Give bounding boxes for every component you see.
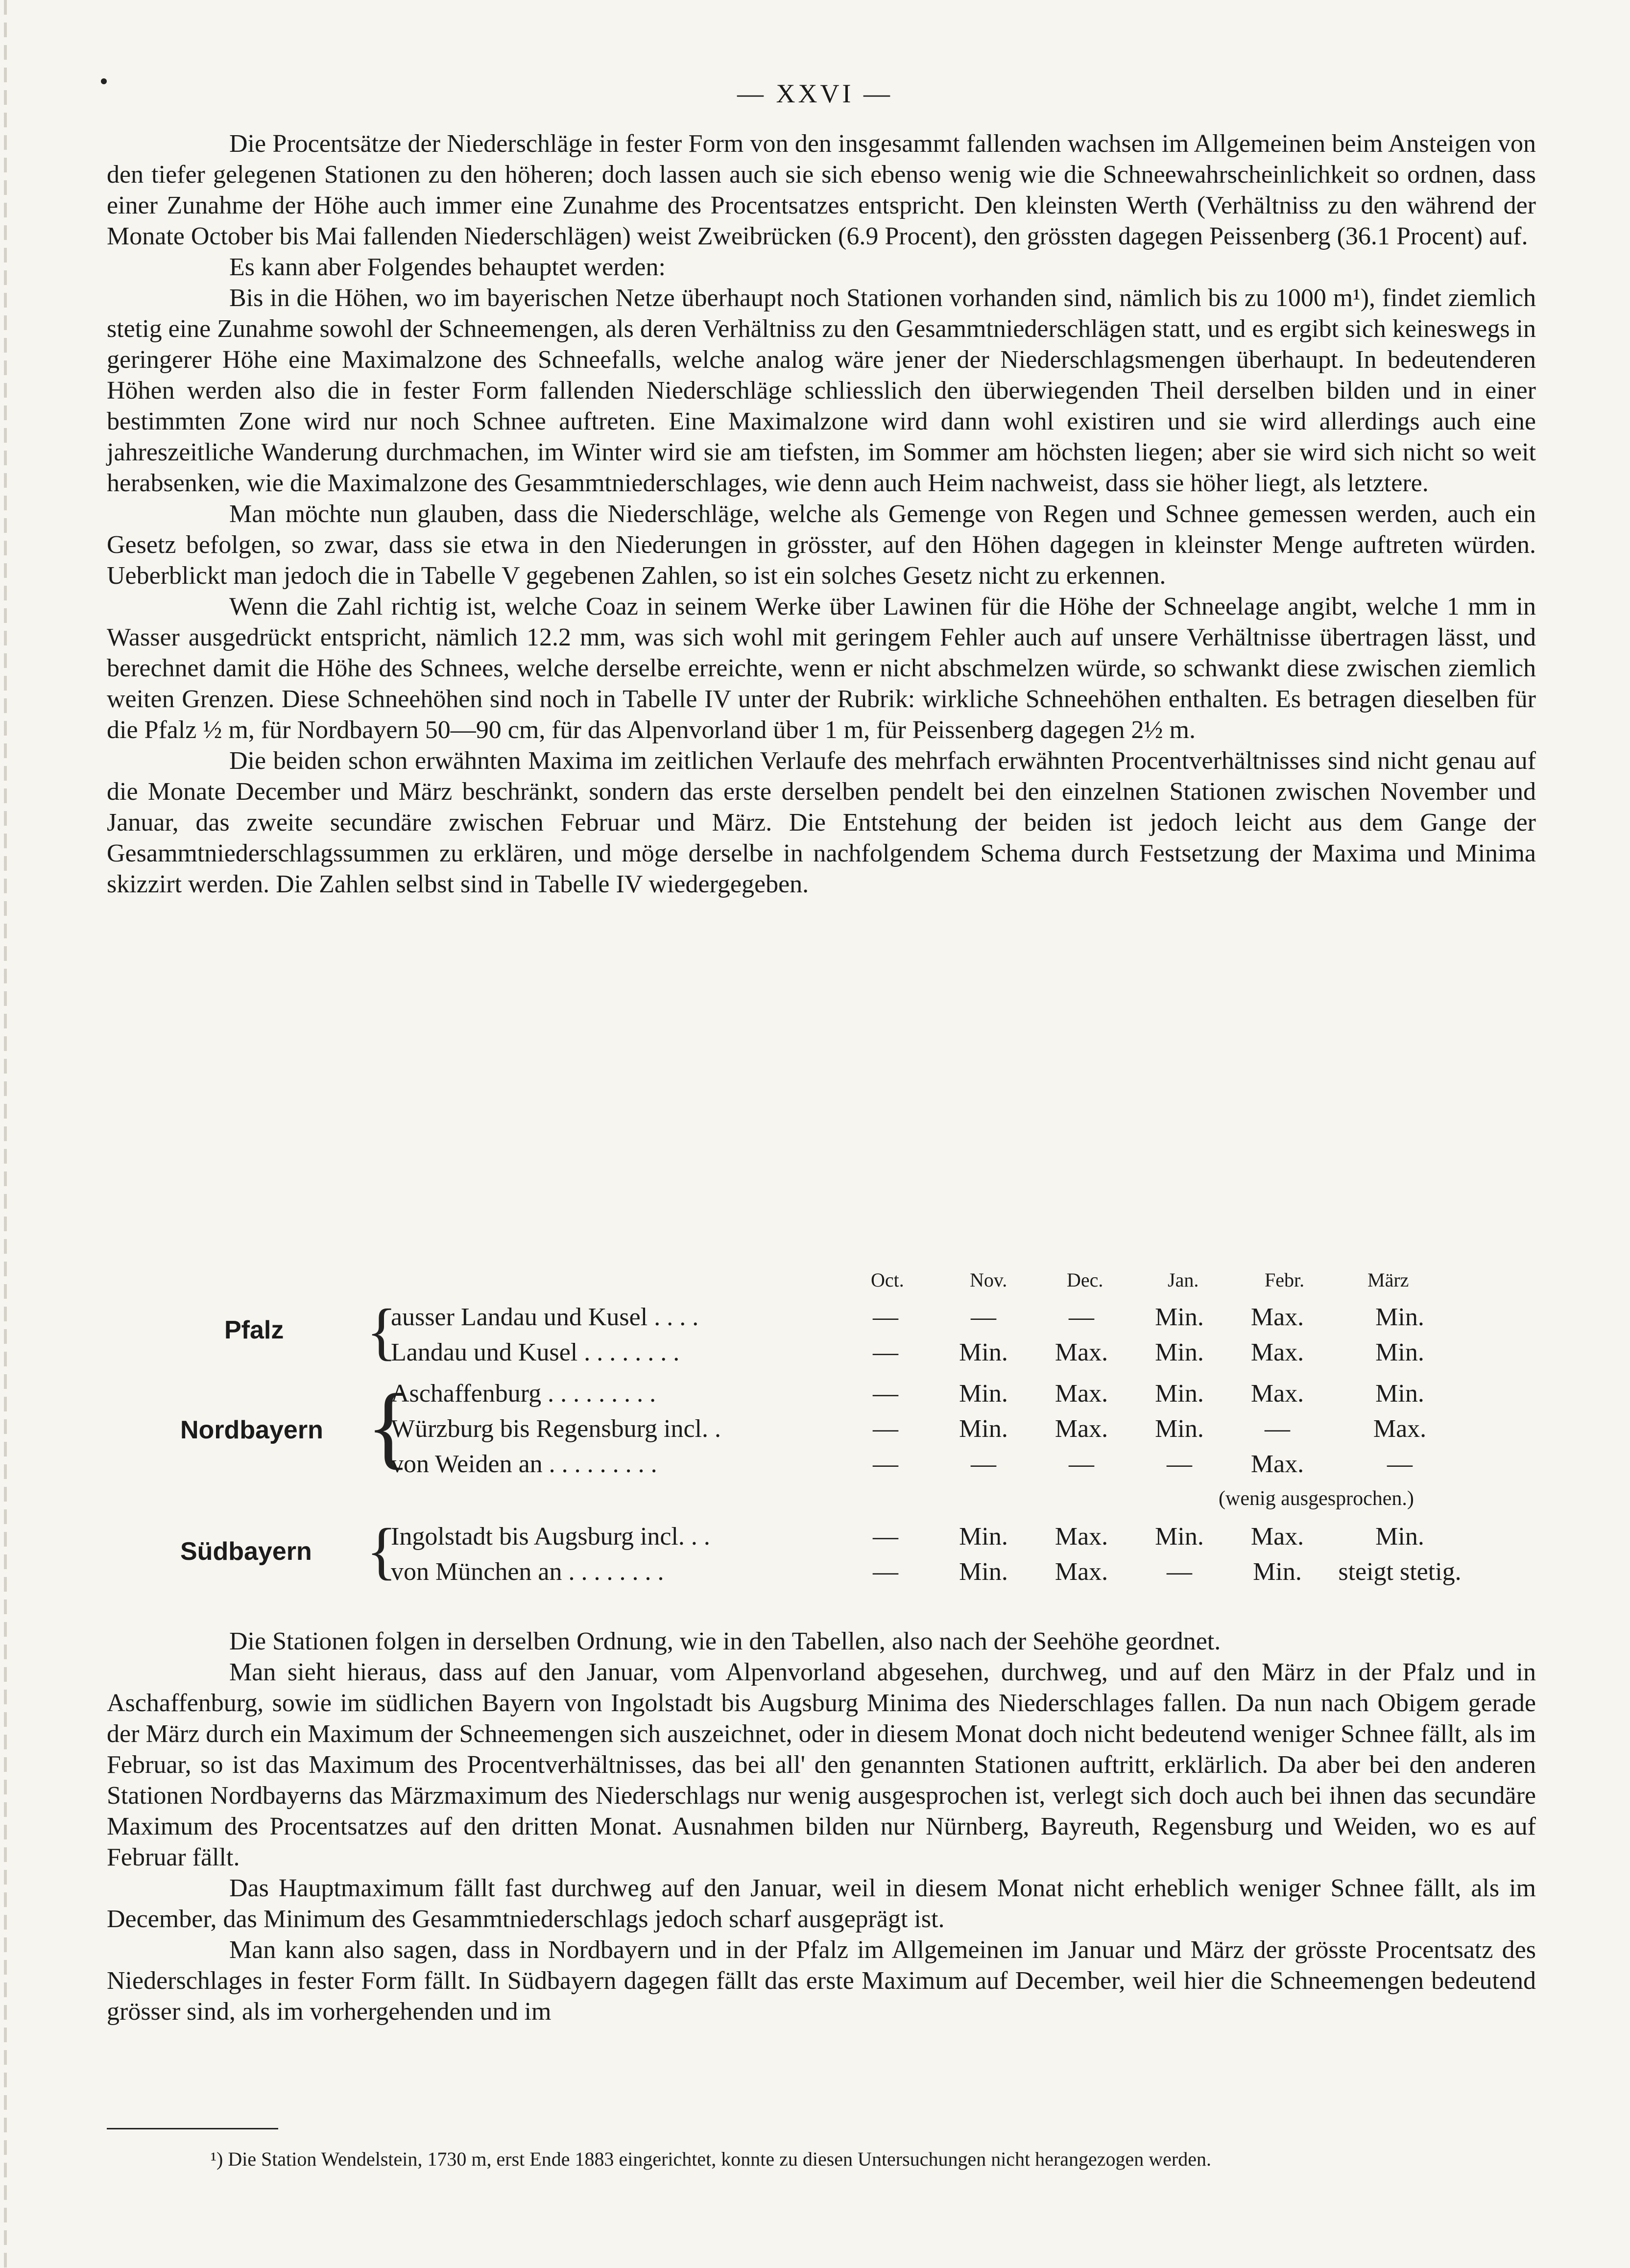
schema-cell: —	[873, 1338, 898, 1366]
schema-cell: Min.	[959, 1338, 1008, 1366]
schema-cell: Min.	[959, 1380, 1008, 1408]
schema-cell: Min.	[1155, 1523, 1204, 1551]
schema-cell: Max.	[1250, 1450, 1304, 1478]
station-name: von Weiden an . . . . . . . . .	[391, 1450, 657, 1478]
schema-cell: —	[971, 1450, 996, 1478]
brace: {	[366, 1516, 397, 1586]
body-text-bottom	[107, 1626, 1536, 2027]
station-name: von München an . . . . . . . .	[391, 1558, 664, 1586]
station-name: Landau und Kusel . . . . . . . .	[391, 1338, 680, 1366]
schema-cell: —	[873, 1415, 898, 1443]
station-name: Aschaffenburg . . . . . . . . .	[391, 1380, 656, 1408]
schema-note: (wenig ausgesprochen.)	[1219, 1487, 1414, 1510]
schema-cell: Min.	[1375, 1380, 1424, 1408]
schema-cell: —	[873, 1303, 898, 1331]
group-label: Nordbayern	[180, 1416, 323, 1444]
station-name: Ingolstadt bis Augsburg incl. . .	[391, 1523, 710, 1551]
month-header: Febr.	[1265, 1269, 1305, 1291]
schema-cell: Max.	[1250, 1523, 1304, 1551]
schema-cell: Min.	[1375, 1303, 1424, 1331]
schema-cell: —	[1069, 1450, 1094, 1478]
footnote: ¹) Die Station Wendelstein, 1730 m, erst Ende 1883 eingerichtet, konnte zu diesen Untersuchungen nicht herangezogen werden.	[211, 2148, 1211, 2170]
schema-cell: steigt stetig.	[1338, 1558, 1462, 1586]
page-number: — XXVI —	[737, 79, 893, 108]
paragraph: Bis in die Höhen, wo im bayerischen Netze überhaupt noch Stationen vorhanden sind, nämlich bis zu 1000 m¹), findet ziemlich stetig eine Zunahme sowohl der Schneemengen, als deren Verhältniss zu den Gesammtniederschlägen statt, und es ergibt sich keineswegs in geringerer Höhe eine Maximalzone des Schneefalls, welche analog wäre jener der Niederschlagsmengen überhaupt. In bedeutenderen Höhen werden also die in fester Form fallenden Niederschläge schliesslich den überwiegenden Theil derselben bilden und in einer bestimmten Zone wird nur noch Schnee auftreten. Eine Maximalzone wird dann wohl existiren und sie wird allerdings auch eine jahreszeitliche Wanderung durchmachen, im Winter wird sie am tiefsten, im Sommer am höchsten liegen; aber sie wird sich nicht so weit herabsenken, wie die Maximalzone des Gesammtniederschlages, wie denn auch Heim nachweist, dass sie höher liegt, als letztere.	[107, 284, 1536, 497]
paragraph: Die Procentsätze der Niederschläge in fester Form von den insgesammt fallenden wachsen im Allgemeinen beim Ansteigen von den tiefer gelegenen Stationen zu den höheren; doch lassen auch sie sich ebenso wenig wie die Schneewahrscheinlichkeit so ordnen, dass einer Zunahme der Höhe auch immer eine Zunahme des Procentsatzes entspricht. Den kleinsten Werth (Verhältniss zu den während der Monate October bis Mai fallenden Niederschlägen) weist Zweibrücken (6.9 Procent), den grössten dagegen Peissenberg (36.1 Procent) auf.	[107, 130, 1536, 250]
footnote-rule	[107, 2128, 278, 2129]
paragraph: Die Stationen folgen in derselben Ordnung, wie in den Tabellen, also nach der Seehöhe geordnet.	[229, 1627, 1221, 1655]
schema-cell: Min.	[1155, 1415, 1204, 1443]
schema-cell: —	[971, 1303, 996, 1331]
schema-cell: —	[1387, 1450, 1413, 1478]
paragraph: Man sieht hieraus, dass auf den Januar, vom Alpenvorland abgesehen, durchweg, und auf den März in der Pfalz und in Aschaffenburg, sowie im südlichen Bayern von Ingolstadt bis Augsburg Minima des Niederschlages fallen. Da nun nach Obigem gerade der März durch ein Maximum der Schneemengen sich auszeichnet, oder in diesem Monat doch nicht bedeutend weniger Schnee fällt, als im Februar, so ist das Maximum des Procentverhältnisses, das bei all' den genannten Stationen auftritt, erklärlich. Da aber bei den anderen Stationen Nordbayerns das Märzmaximum des Niederschlags nur wenig ausgesprochen ist, verlegt sich doch auch bei ihnen das secundäre Maximum des Procentsatzes auf den dritten Monat. Ausnahmen bilden nur Nürnberg, Bayreuth, Regensburg und Weiden, wo es auf Februar fällt.	[107, 1658, 1536, 1871]
month-header: Jan.	[1168, 1269, 1199, 1291]
group-label: Südbayern	[180, 1537, 312, 1566]
body-text-top	[107, 128, 1536, 900]
schema-cell: Min.	[959, 1523, 1008, 1551]
schema-cell: —	[1265, 1415, 1290, 1443]
schema-cell: Max.	[1250, 1303, 1304, 1331]
station-name: Würzburg bis Regensburg incl. .	[391, 1415, 721, 1443]
schema-cell: Min.	[959, 1558, 1008, 1586]
schema-cell: Max.	[1055, 1558, 1108, 1586]
month-header: März	[1367, 1269, 1409, 1291]
paragraph: Man möchte nun glauben, dass die Niederschläge, welche als Gemenge von Regen und Schnee gemessen werden, auch ein Gesetz befolgen, so zwar, dass sie etwa in den Niederungen in grösster, auf den Höhen dagegen in kleinster Menge auftreten würden. Ueberblickt man jedoch die in Tabelle V gegebenen Zahlen, so ist ein solches Gesetz nicht zu erkennen.	[107, 500, 1536, 590]
paragraph: Die beiden schon erwähnten Maxima im zeitlichen Verlaufe des mehrfach erwähnten Procentverhältnisses sind nicht genau auf die Monate December und März beschränkt, sondern das erste derselben pendelt bei den einzelnen Stationen zwischen November und Januar, das zweite secundäre zwischen Februar und März. Die Entstehung der beiden ist jedoch leicht aus dem Gange der Gesammtniederschlagssummen zu erklären, und möge derselbe in nachfolgendem Schema durch Festsetzung der Maxima und Minima skizzirt werden. Die Zahlen selbst sind in Tabelle IV wiedergegeben.	[107, 747, 1536, 898]
month-header: Oct.	[871, 1269, 904, 1291]
schema-cell: —	[1167, 1558, 1192, 1586]
paragraph: Wenn die Zahl richtig ist, welche Coaz in seinem Werke über Lawinen für die Höhe der Schneelage angibt, welche 1 mm in Wasser ausgedrückt entspricht, nämlich 12.2 mm, was sich wohl mit geringem Fehler auch auf unsere Verhältnisse übertragen lässt, und berechnet damit die Höhe des Schnees, welche derselbe erreichte, wenn er nicht abschmelzen würde, so schwankt diese zwischen ziemlich weiten Grenzen. Diese Schneehöhen sind noch in Tabelle IV unter der Rubrik: wirkliche Schneehöhen enthalten. Es betragen dieselben für die Pfalz ½ m, für Nordbayern 50—90 cm, für das Alpenvorland über 1 m, für Peissenberg dagegen 2½ m.	[107, 593, 1536, 744]
schema-cell: —	[873, 1558, 898, 1586]
month-header: Nov.	[970, 1269, 1007, 1291]
schema-cell: Min.	[959, 1415, 1008, 1443]
schema-cell: Max.	[1373, 1415, 1427, 1443]
schema-cell: Min.	[1375, 1338, 1424, 1366]
schema-cell: —	[1069, 1303, 1094, 1331]
schema-cell: Max.	[1055, 1523, 1108, 1551]
brace: {	[366, 1375, 411, 1478]
paragraph: Es kann aber Folgendes behauptet werden:	[229, 253, 666, 281]
schema-cell: Max.	[1250, 1338, 1304, 1366]
schema-cell: —	[1167, 1450, 1192, 1478]
schema-cell: —	[873, 1450, 898, 1478]
schema-cell: Max.	[1055, 1380, 1108, 1408]
schema-cell: Max.	[1055, 1415, 1108, 1443]
schema-cell: Max.	[1055, 1338, 1108, 1366]
schema-cell: Min.	[1155, 1380, 1204, 1408]
station-name: ausser Landau und Kusel . . . .	[391, 1303, 699, 1331]
schema-cell: Min.	[1155, 1338, 1204, 1366]
month-header: Dec.	[1067, 1269, 1103, 1291]
group-label: Pfalz	[224, 1316, 284, 1344]
schema-cell: Max.	[1250, 1380, 1304, 1408]
schema-cell: Min.	[1155, 1303, 1204, 1331]
paragraph: Das Hauptmaximum fällt fast durchweg auf den Januar, weil in diesem Monat nicht erheblich weniger Schnee fällt, als im December, das Minimum des Gesammtniederschlags jedoch scharf ausgeprägt ist.	[107, 1874, 1536, 1933]
brace: {	[366, 1296, 397, 1367]
schema-cell: Min.	[1253, 1558, 1302, 1586]
schema-cell: Min.	[1375, 1523, 1424, 1551]
schema-cell: —	[873, 1380, 898, 1408]
paragraph: Man kann also sagen, dass in Nordbayern und in der Pfalz im Allgemeinen im Januar und März der grösste Procentsatz des Niederschlages in fester Form fällt. In Südbayern dagegen fällt das erste Maximum auf December, weil hier die Schneemengen bedeutend grösser sind, als im vorhergehenden und im	[107, 1936, 1536, 2026]
binding-edge	[4, 0, 7, 2268]
schema-cell: —	[873, 1523, 898, 1551]
